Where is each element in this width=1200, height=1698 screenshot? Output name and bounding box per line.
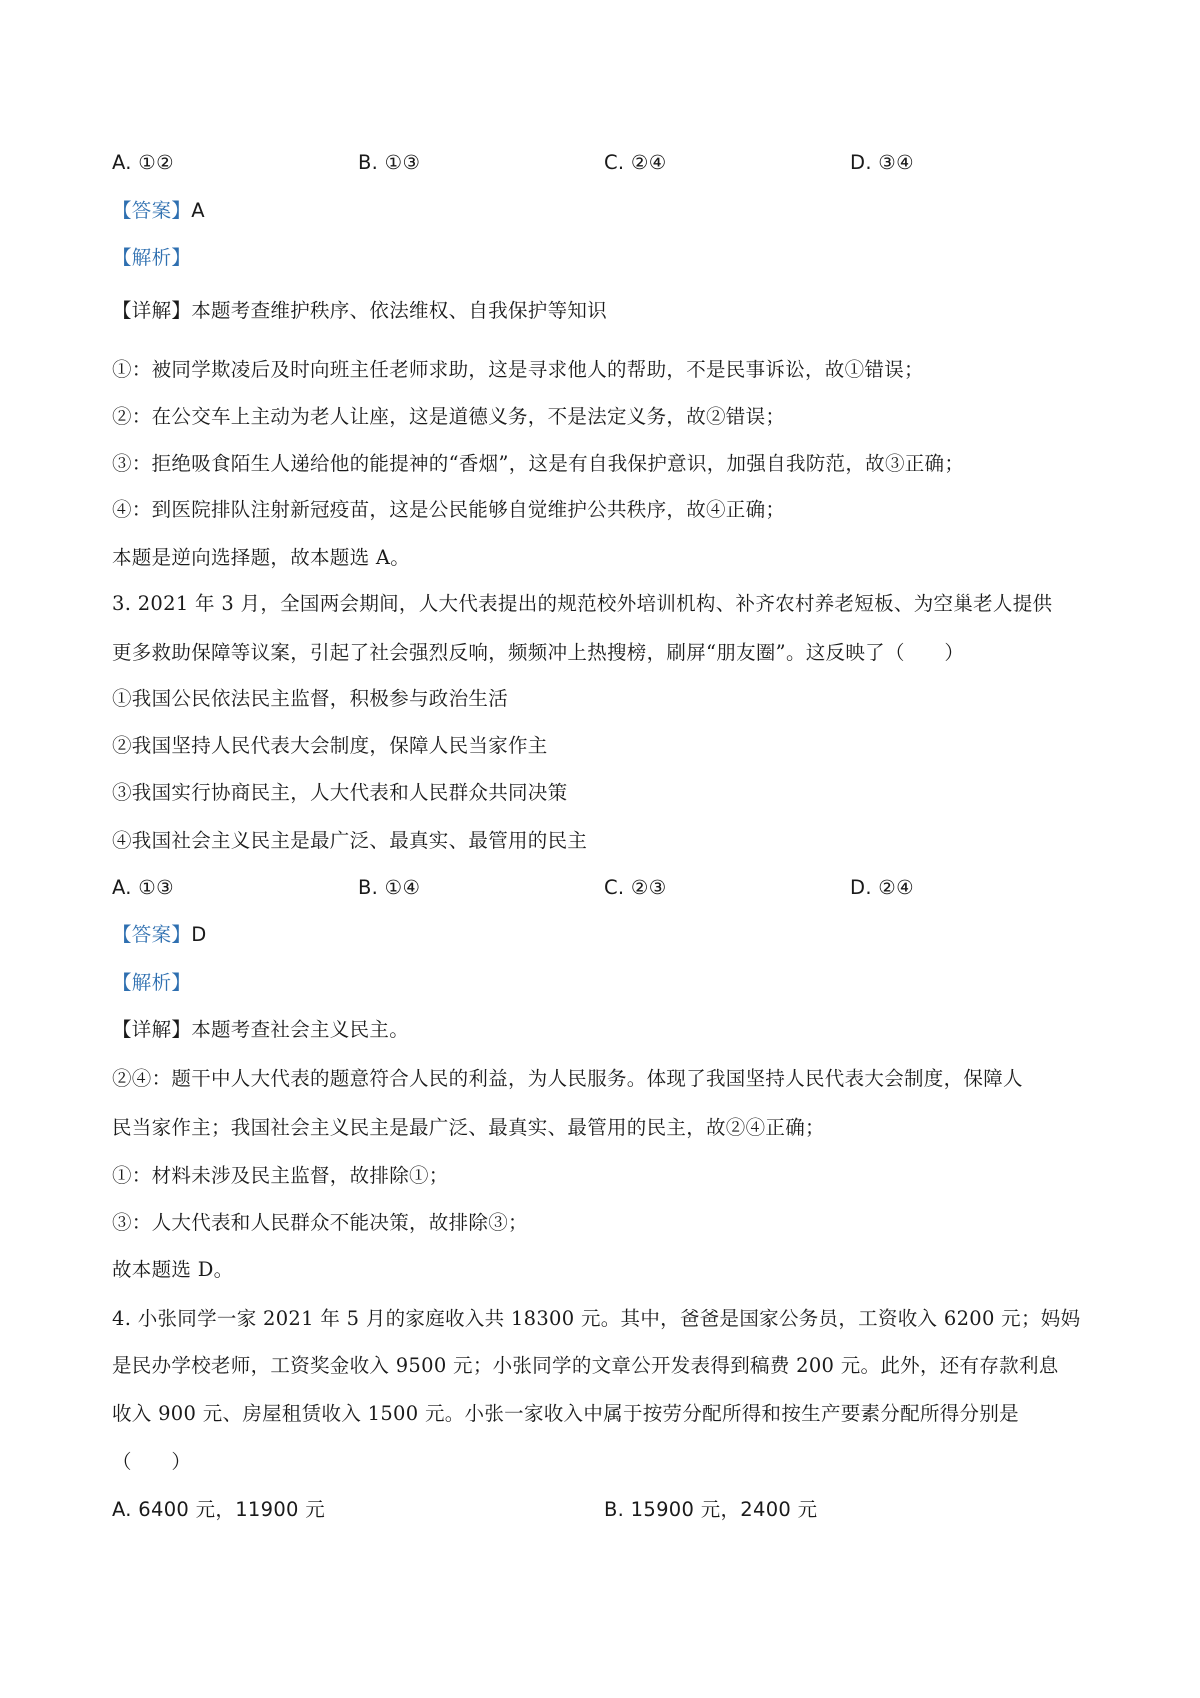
q3-statement: ①我国公民依法民主监督，积极参与政治生活 (112, 687, 509, 710)
q2-option-a: A. ①② (112, 151, 174, 174)
answer-label: 【答案】 (112, 923, 192, 946)
q2-explanation-line: ①：被同学欺凌后及时向班主任老师求助，这是寻求他人的帮助，不是民事诉讼，故①错误； (112, 358, 924, 381)
q3-explanation-line: ③：人大代表和人民群众不能决策，故排除③； (112, 1211, 528, 1234)
q4-option-b: B. 15900 元，2400 元 (604, 1498, 818, 1521)
q4-option-a: A. 6400 元，11900 元 (112, 1498, 326, 1521)
q3-conclusion: 故本题选 D。 (112, 1258, 234, 1281)
q4-stem-line: 收入 900 元、房屋租赁收入 1500 元。小张一家收入中属于按劳分配所得和按生产要素分配所得分别是 (112, 1402, 1019, 1425)
q3-explanation-line: ②④：题干中人大代表的题意符合人民的利益，为人民服务。体现了我国坚持人民代表大会制度，保障人 (112, 1067, 1023, 1090)
answer-value: D (191, 923, 207, 946)
q2-analysis-label: 【解析】 (112, 246, 192, 269)
q2-explanation-line: ②：在公交车上主动为老人让座，这是道德义务，不是法定义务，故②错误； (112, 405, 786, 428)
q2-conclusion: 本题是逆向选择题，故本题选 A。 (112, 546, 411, 569)
q3-option-b: B. ①④ (358, 876, 421, 899)
q3-detail: 【详解】本题考查社会主义民主。 (112, 1018, 410, 1041)
q3-answer (112, 922, 207, 948)
q4-stem-line: 4. 小张同学一家 2021 年 5 月的家庭收入共 18300 元。其中，爸爸是国家公务员，工资收入 6200 元；妈妈 (112, 1307, 1081, 1330)
q3-statement: ②我国坚持人民代表大会制度，保障人民当家作主 (112, 734, 548, 757)
q4-stem-line: （ ） (112, 1450, 192, 1473)
q2-detail: 【详解】本题考查维护秩序、依法维权、自我保护等知识 (112, 299, 608, 322)
q3-stem-line: 更多救助保障等议案，引起了社会强烈反响，频频冲上热搜榜，刷屏“朋友圈”。这反映了（ ） (112, 641, 965, 664)
q3-option-c: C. ②③ (604, 876, 667, 899)
q3-explanation-line: ①：材料未涉及民主监督，故排除①； (112, 1164, 449, 1187)
q3-statement: ④我国社会主义民主是最广泛、最真实、最管用的民主 (112, 829, 588, 852)
q3-option-a: A. ①③ (112, 876, 174, 899)
q4-stem-line: 是民办学校老师，工资奖金收入 9500 元；小张同学的文章公开发表得到稿费 200 元。此外，还有存款利息 (112, 1354, 1059, 1377)
q3-option-d: D. ②④ (850, 876, 914, 899)
answer-value: A (191, 199, 205, 222)
q3-stem-line: 3. 2021 年 3 月，全国两会期间，人大代表提出的规范校外培训机构、补齐农村养老短板、为空巢老人提供 (112, 592, 1053, 615)
q2-answer (112, 198, 205, 224)
answer-label: 【答案】 (112, 199, 192, 222)
q3-explanation-line: 民当家作主；我国社会主义民主是最广泛、最真实、最管用的民主，故②④正确； (112, 1116, 825, 1139)
q2-explanation-line: ④：到医院排队注射新冠疫苗，这是公民能够自觉维护公共秩序，故④正确； (112, 498, 786, 521)
q2-option-c: C. ②④ (604, 151, 667, 174)
q3-analysis-label: 【解析】 (112, 971, 192, 994)
q2-explanation-line: ③：拒绝吸食陌生人递给他的能提神的“香烟”，这是有自我保护意识，加强自我防范，故③正确； (112, 452, 965, 475)
q3-statement: ③我国实行协商民主，人大代表和人民群众共同决策 (112, 781, 568, 804)
q2-option-b: B. ①③ (358, 151, 421, 174)
q2-option-d: D. ③④ (850, 151, 914, 174)
